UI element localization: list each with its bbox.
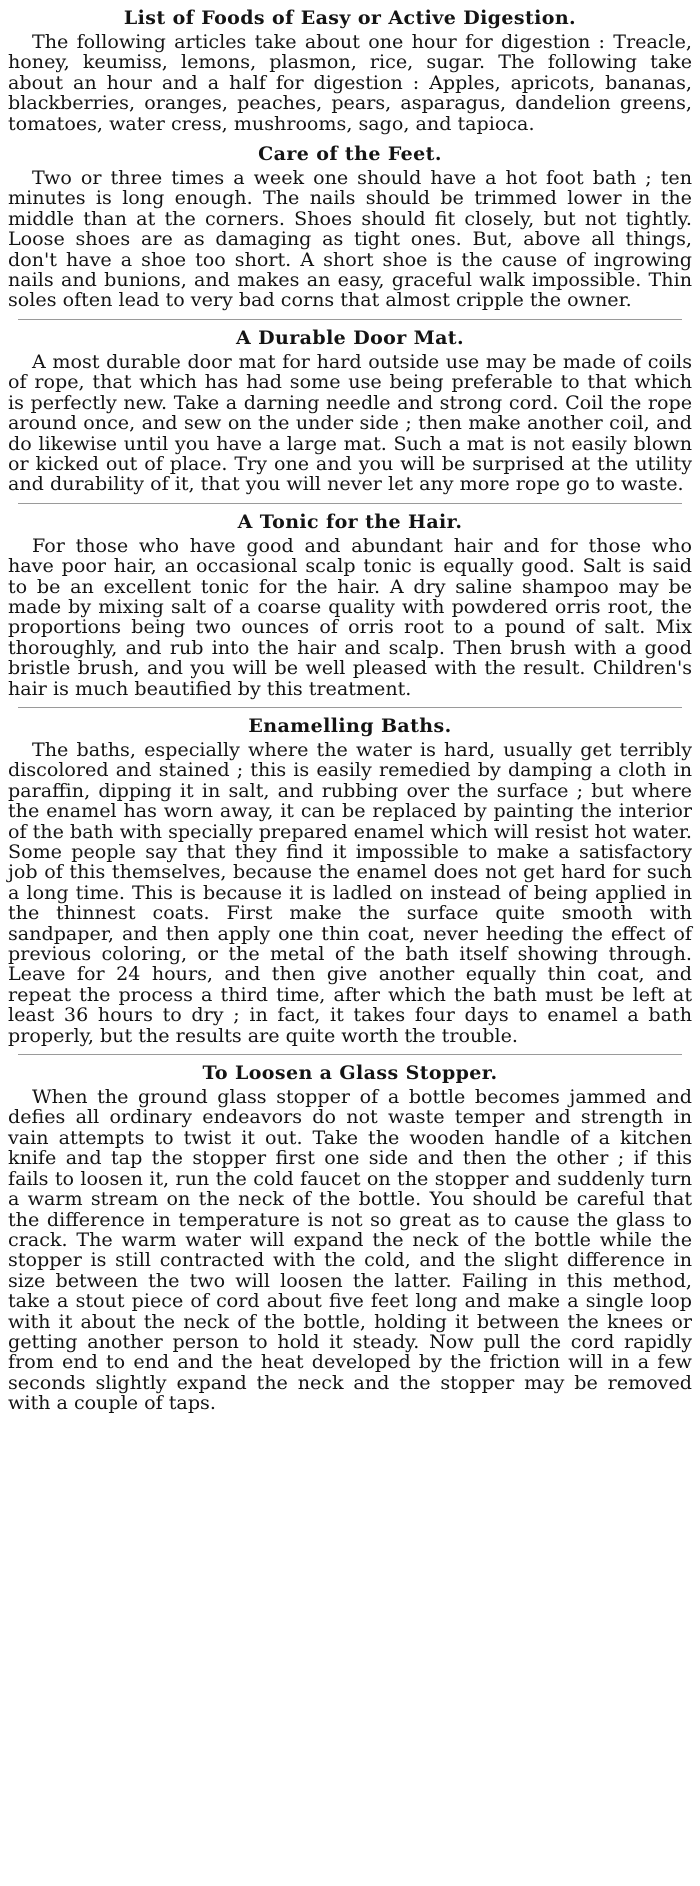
article-heading: Care of the Feet. — [258, 143, 442, 166]
article-door-mat — [8, 326, 692, 503]
section-divider — [18, 503, 682, 504]
article-enamelling-baths — [8, 714, 692, 1054]
article-food-digestion — [8, 6, 692, 142]
article-care-of-feet — [8, 142, 692, 319]
article-body: For those who have good and abundant hair and for those who have poor hair, an occasional scalp tonic is equally good. Salt is said to be an excellent tonic for the hair. A dry saline shampoo may be made by mixing salt of a coarse quality with powdered orris root, the proportions being two ounces of orris root to a pound of salt. Mix thoroughly, and rub into the hair and scalp. Then brush with a good bristle brush, and you will be well pleased with the result. Children's hair is much beautified by this treatment. — [8, 533, 692, 700]
article-body: The baths, especially where the water is hard, usually get terribly discolored and stained ; this is easily remedied by damping a cloth in paraffin, dipping it in salt, and rubbing over the surface ; but where the enamel has worn away, it can be replaced by painting the interior of the bath with specially prepared enamel which will resist hot water. Some people say that they find it impossible to make a satisfactory job of this themselves, because the enamel does not get hard for such a long time. This is because it is ladled on instead of being applied in the thinnest coats. First make the surface quite smooth with sandpaper, and then apply one thin coat, never heeding the effect of previous coloring, or the metal of the bath itself showing through. Leave for 24 hours, and then give another equally thin coat, and repeat the process a third time, after which the bath must be left at least 36 hours to dry ; in fact, it takes four days to enamel a bath properly, but the results are quite worth the trouble. — [8, 737, 692, 1047]
article-glass-stopper — [8, 1061, 692, 1422]
section-divider — [18, 319, 682, 320]
article-heading: Enamelling Baths. — [248, 714, 452, 737]
article-heading: A Durable Door Mat. — [236, 326, 464, 349]
article-heading: List of Foods of Easy or Active Digestion. — [123, 7, 577, 29]
section-divider — [18, 707, 682, 708]
article-body: Two or three times a week one should have a hot foot bath ; ten minutes is long enough. The nails should be trimmed lower in the middle than at the corners. Shoes should fit closely, but not tightly. Loose shoes are as damaging as tight ones. But, above all things, don't have a shoe too short. A short shoe is the cause of ingrowing nails and bunions, and makes an easy, graceful walk impossible. Thin soles often lead to very bad corns that almost cripple the owner. — [8, 166, 692, 312]
article-hair-tonic — [8, 510, 692, 707]
article-heading: To Loosen a Glass Stopper. — [202, 1062, 498, 1085]
article-heading: A Tonic for the Hair. — [237, 510, 463, 533]
article-body: A most durable door mat for hard outside use may be made of coils of rope, that which has had some use being preferable to that which is perfectly new. Take a darning needle and strong cord. Coil the rope around once, and sew on the under side ; then make another coil, and do likewise until you have a large mat. Such a mat is not easily blown or kicked out of place. Try one and you will be surprised at the utility and durability of it, that you will never let any more rope go to waste. — [8, 349, 692, 496]
article-body: The following articles take about one hour for digestion : Treacle, honey, keumiss, lemons, plasmon, rice, sugar. The following take about an hour and a half for digestion : Apples, apricots, bananas, blackberries, oranges, peaches, pears, asparagus, dandelion greens, tomatoes, water cress, mushrooms, sago, and tapioca. — [8, 30, 692, 135]
section-divider — [18, 1054, 682, 1055]
article-body: When the ground glass stopper of a bottle becomes jammed and defies all ordinary endeavors do not waste temper and strength in vain attempts to twist it out. Take the wooden handle of a kitchen knife and tap the stopper first one side and then the other ; if this fails to loosen it, run the cold faucet on the stopper and suddenly turn a warm stream on the neck of the bottle. You should be careful that the difference in temperature is not so great as to cause the glass to crack. The warm water will expand the neck of the bottle while the stopper is still contracted with the cold, and the slight difference in size between the two will loosen the latter. Failing in this method, take a stout piece of cord about five feet long and make a single loop with it about the neck of the bottle, holding it between the knees or getting another person to hold it steady. Now pull the cord rapidly from end to end and the heat developed by the friction will in a few seconds slightly expand the neck and the stopper may be removed with a couple of taps. — [8, 1085, 692, 1415]
